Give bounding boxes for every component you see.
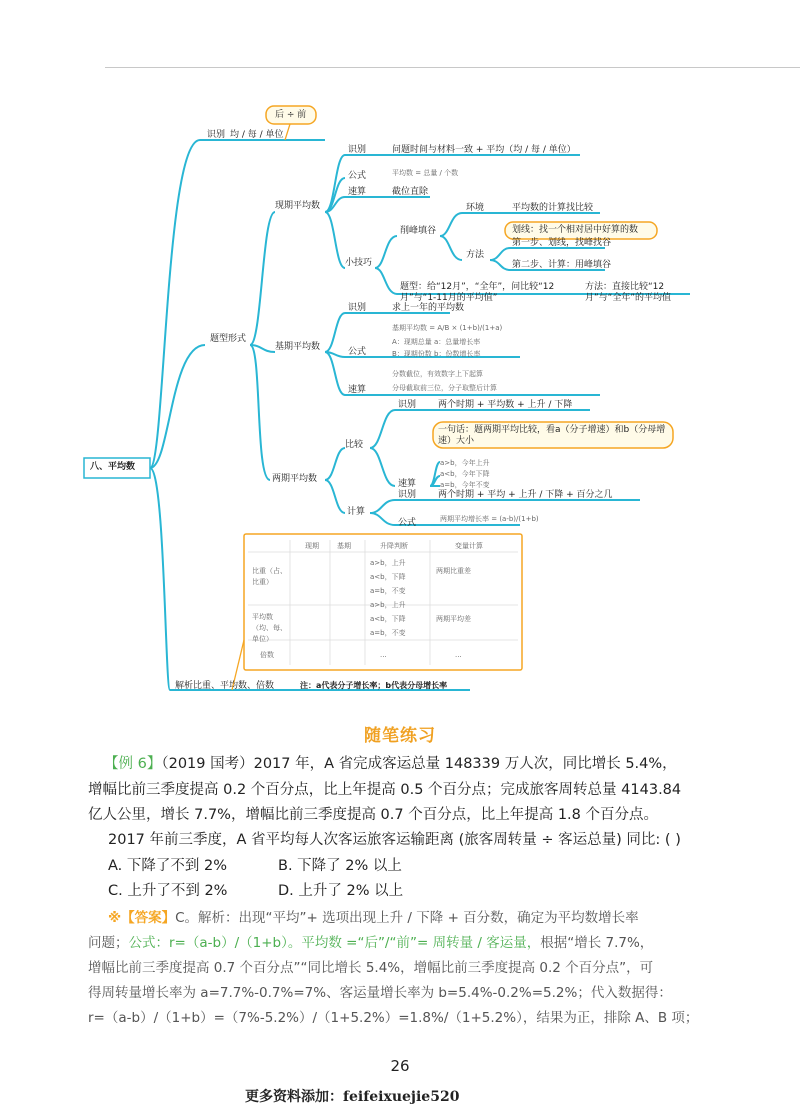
analysis-note: 注：a代表分子增长率；b代表分母增长率 <box>300 681 448 690</box>
current-identify-text: 问题时间与材料一致 + 平均（均 / 每 / 单位） <box>392 145 576 155</box>
tips-step1: 第一步、划线，找峰找谷 <box>512 238 612 248</box>
table-cell: a<b，下降 <box>370 615 406 623</box>
answer-line2 <box>88 931 728 956</box>
option-d: D. 上升了 2% 以上 <box>278 883 404 899</box>
tips-ring-text: 平均数的计算找比较 <box>512 203 594 213</box>
question-line2: 增幅比前三季度提高 0.2 个百分点，比上年提高 0.5 个百分点；完成旅客周转总量 4143.84 <box>88 782 682 798</box>
current-formula-label: 公式 <box>348 171 367 181</box>
answer-line3: 增幅比前三季度提高 0.7 个百分点”“同比增长 5.4%，增幅比前三季度提高 0.2 个百分点”，可 <box>88 960 654 976</box>
page-number: 26 <box>390 1057 410 1075</box>
identify-label: 识别 <box>207 130 226 140</box>
base-formula-line3: B：现期份数 b：份数增长率 <box>392 350 481 358</box>
table-header-calc: 变量计算 <box>455 542 483 550</box>
tips-label: 小技巧 <box>345 258 373 268</box>
footer-text: 更多资料添加：feifeixuejie520 <box>245 1089 460 1105</box>
section-heading: 随笔练习 <box>364 726 436 746</box>
identify-text: 均 / 每 / 单位 <box>230 130 284 140</box>
question-line1 <box>88 752 728 776</box>
answer-formula: 公式：r=（a-b）/（1+b） <box>128 935 288 951</box>
table-header-base: 基期 <box>337 542 351 550</box>
table-row-multiple: 倍数 <box>260 651 274 659</box>
two-compare-speed: 速算 <box>398 479 417 489</box>
answer-block <box>88 906 728 1031</box>
base-formula-line2: A：现期总量 a：总量增长率 <box>392 338 481 346</box>
note-after-divide-before: 后 ÷ 前 <box>275 110 307 120</box>
table-cell: ... <box>380 651 387 659</box>
base-speed-line1: 分数截位，有效数字上下起算 <box>392 370 483 378</box>
table-header-judge: 升降判断 <box>380 542 408 550</box>
answer-text1: C。解析：出现“平均”+ 选项出现上升 / 下降 + 百分数，确定为平均数增长率 <box>175 910 639 926</box>
table-row-average: 平均数（均、每、单位） <box>252 613 287 643</box>
base-identify-label: 识别 <box>348 303 367 313</box>
answer-text2c: 。平均数 =“后”/“前”= 周转量 / 客运量， <box>287 935 541 951</box>
two-avg-node: 两期平均数 <box>272 474 318 484</box>
two-calc-formula-text: 两期平均增长率 = (a-b)/(1+b) <box>440 515 539 523</box>
table-cell: a=b，不变 <box>370 629 406 637</box>
question-line3: 亿人公里，增长 7.7%，增幅比前三季度提高 0.7 个百分点，比上年提高 1.8 个百分点。 <box>88 807 658 823</box>
table-cell: 两期平均差 <box>436 615 471 623</box>
base-speed-line2: 分母截取前三位，分子取整后计算 <box>392 384 497 392</box>
tips-step2: 第二步、计算：用峰填谷 <box>512 260 612 270</box>
answer-line1 <box>88 906 728 931</box>
tips-question-method: 方法：直接比较“12月”与“全年”的平均值 <box>585 282 671 303</box>
two-compare-r2: a<b，今年下降 <box>440 470 490 478</box>
two-compare-label: 比较 <box>345 440 364 450</box>
answer-text2d: 根据“增长 7.7%， <box>540 935 654 951</box>
two-compare-identify: 识别 <box>398 400 417 410</box>
answer-text2a: 问题； <box>88 935 129 951</box>
base-avg-node: 基期平均数 <box>275 342 321 352</box>
two-compare-identify-text: 两个时期 + 平均数 + 上升 / 下降 <box>438 400 573 410</box>
base-identify-text: 求上一年的平均数 <box>392 303 465 313</box>
table-cell: ... <box>455 651 462 659</box>
branch-forms <box>150 345 205 468</box>
answer-tag: ※【答案】 <box>108 910 176 926</box>
question-tag: 【例 6】 <box>104 756 162 772</box>
tips-ring: 环境 <box>466 203 485 213</box>
table-cell: a=b，不变 <box>370 587 406 595</box>
current-speed-label: 速算 <box>348 187 367 197</box>
two-compare-r1: a>b，今年上升 <box>440 459 490 467</box>
base-formula-line1: 基期平均数 = A/B × (1+b)/(1+a) <box>392 324 503 332</box>
two-calc-identify: 识别 <box>398 490 417 500</box>
table-cell: a>b，上升 <box>370 559 406 567</box>
table-cell: 两期比重差 <box>436 567 471 575</box>
branch-analysis <box>150 468 170 690</box>
question-ask: 2017 年前三季度，A 省平均每人次客运旅客运输距离 (旅客周转量 ÷ 客运总量) 同比: ( ) <box>108 832 681 848</box>
current-speed-text: 截位直除 <box>392 187 429 197</box>
root-node: 八、平均数 <box>90 462 136 472</box>
two-compare-note: 一句话：题两期平均比较，看a（分子增速）和b（分母增速）大小 <box>438 425 666 446</box>
current-identify-label: 识别 <box>348 145 367 155</box>
option-b: B. 下降了 2% 以上 <box>278 858 402 874</box>
current-avg-node: 现期平均数 <box>275 201 321 211</box>
two-calc-formula: 公式 <box>398 518 417 528</box>
answer-line5: r=（a-b）/（1+b）=（7%-5.2%）/（1+5.2%）=1.8%/（1+5.2%），结果为正，排除 A、B 项； <box>88 1010 699 1026</box>
forms-node: 题型形式 <box>210 334 247 344</box>
branch-current <box>250 212 275 345</box>
tips-question-type: 题型：给“12月”，“全年”，问比较“12月”与“1-11月的平均值” <box>400 282 555 303</box>
question-line1-text: （2019 国考）2017 年，A 省完成客运总量 148339 万人次，同比增长 5.4%， <box>161 756 677 772</box>
table-cell: a<b，下降 <box>370 573 406 581</box>
option-a: A. 下降了不到 2% <box>108 858 227 874</box>
base-formula-label: 公式 <box>348 347 367 357</box>
table-row-proportion: 比重（占、比重） <box>252 567 287 586</box>
branch-two <box>250 345 270 480</box>
two-compare-r3: a=b，今年不变 <box>440 481 490 489</box>
table-header-current: 现期 <box>305 542 319 550</box>
tips-method: 方法 <box>466 250 485 260</box>
tips-note: 划线：找一个相对居中好算的数 <box>512 225 639 235</box>
option-c: C. 上升了不到 2% <box>108 883 228 899</box>
analysis-node: 解析比重、平均数、倍数 <box>175 681 275 691</box>
current-formula-text: 平均数 = 总量 / 个数 <box>392 169 459 177</box>
tips-direct: 削峰填谷 <box>400 226 437 236</box>
branch-identify <box>150 140 200 468</box>
answer-line4: 得周转量增长率为 a=7.7%-0.7%=7%、客运量增长率为 b=5.4%-0.2%=5.2%；代入数据得： <box>88 985 672 1001</box>
two-calc-identify-text: 两个时期 + 平均 + 上升 / 下降 + 百分之几 <box>438 490 613 500</box>
two-calc-label: 计算 <box>347 507 366 517</box>
table-cell: a>b，上升 <box>370 601 406 609</box>
base-speed-label: 速算 <box>348 385 367 395</box>
